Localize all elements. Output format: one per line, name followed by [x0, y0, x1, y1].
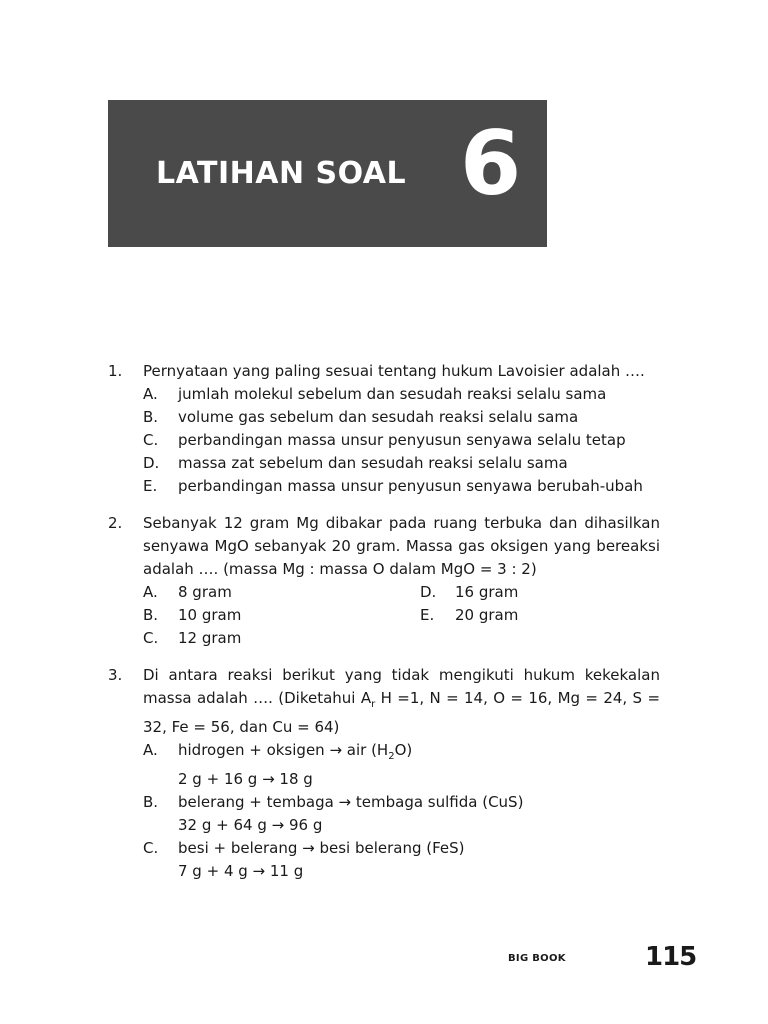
question-list — [108, 360, 660, 897]
chapter-number: 6 — [460, 112, 522, 215]
option-b: B. belerang + tembaga → tembaga sulfida (CuS) 32 g + 64 g → 96 g — [143, 791, 660, 837]
question-1 — [108, 360, 660, 498]
question-3 — [108, 664, 660, 883]
reaction-mass: 32 g + 64 g → 96 g — [178, 816, 323, 834]
question-number: 2. — [108, 514, 123, 532]
option-d: D. 16 gram — [420, 583, 519, 601]
title-banner — [108, 100, 547, 247]
option-b: B. volume gas sebelum dan sesudah reaksi selalu sama — [143, 408, 579, 426]
question-number: 3. — [108, 666, 123, 684]
reaction-mass: 2 g + 16 g → 18 g — [178, 770, 313, 788]
option-c: C. perbandingan massa unsur penyusun senyawa selalu tetap — [143, 431, 626, 449]
option-b: B. 10 gram — [143, 606, 242, 624]
option-c: C. 12 gram — [143, 629, 242, 647]
question-2 — [108, 512, 660, 650]
option-c: C. besi + belerang → besi belerang (FeS) 7 g + 4 g → 11 g — [143, 837, 660, 883]
page-title: LATIHAN SOAL — [156, 156, 407, 191]
option-e: E. perbandingan massa unsur penyusun senyawa berubah-ubah — [143, 477, 643, 495]
reaction-mass: 7 g + 4 g → 11 g — [178, 862, 304, 880]
question-text: Sebanyak 12 gram Mg dibakar pada ruang terbuka dan dihasilkan senyawa MgO sebanyak 20 gram. Massa gas oksigen yang bereaksi adalah …. (massa Mg : massa O dalam MgO = 3 : 2) — [143, 514, 660, 578]
option-a: A. jumlah molekul sebelum dan sesudah reaksi selalu sama — [143, 385, 607, 403]
question-text: Di antara reaksi berikut yang tidak mengikuti hukum kekekalan massa adalah …. (Diketahui $A_r$ H =1, N = 14, O = 16, Mg = 24, S = 32, Fe = 56, dan Cu = 64) — [143, 666, 661, 736]
option-a: A. 8 gram — [143, 583, 232, 601]
options-grid — [143, 581, 660, 650]
page-number: 115 — [645, 942, 697, 972]
footer-brand: BIG BOOK — [508, 953, 566, 964]
question-number: 1. — [108, 362, 123, 380]
question-text: Pernyataan yang paling sesuai tentang hukum Lavoisier adalah …. — [143, 362, 645, 380]
option-a: A. hidrogen + oksigen → air $(H_2O)$ 2 g + 16 g → 18 g — [143, 739, 660, 791]
option-d: D. massa zat sebelum dan sesudah reaksi selalu sama — [143, 454, 568, 472]
option-e: E. 20 gram — [420, 606, 519, 624]
